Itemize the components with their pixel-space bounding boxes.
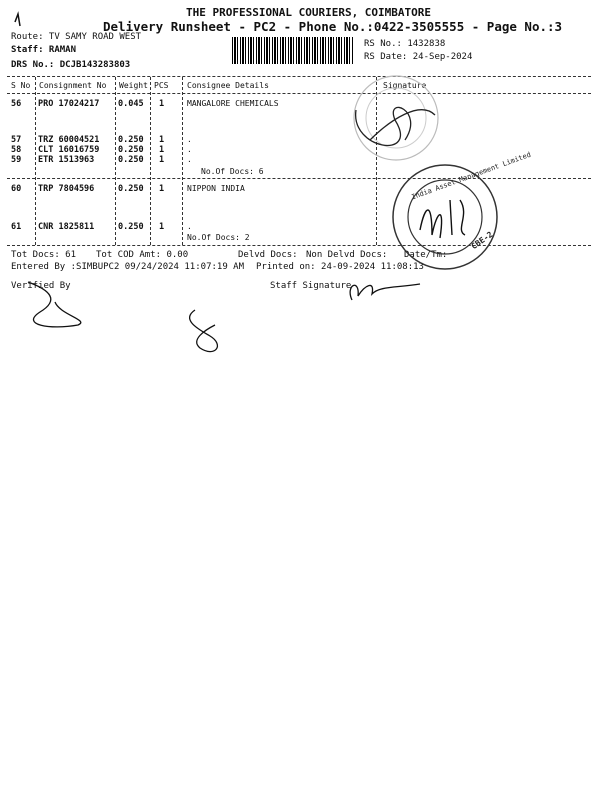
row-weight: 0.250 — [118, 145, 144, 155]
corner-mark — [15, 14, 20, 26]
stamp-inner — [366, 88, 426, 148]
col-consignment: Consignment No — [39, 81, 107, 90]
row-sno: 58 — [11, 145, 22, 155]
row-pcs: 1 — [159, 184, 165, 194]
non-delivered-docs: Non Delvd Docs: — [306, 250, 388, 260]
row-weight: 0.250 — [118, 155, 144, 165]
col-sno: S No — [11, 81, 31, 90]
row-consignee: . — [187, 145, 192, 154]
signature-2 — [420, 200, 465, 238]
docs-count: No.Of Docs: 2 — [187, 233, 250, 242]
row-consignment: CNR 1825811 — [38, 222, 95, 232]
row-consignee: MANGALORE CHEMICALS — [187, 99, 279, 108]
row-consignee: . — [187, 155, 192, 164]
row-consignment: ETR 1513963 — [38, 155, 95, 165]
row-consignment: TRZ 60004521 — [38, 135, 100, 145]
rs-date: RS Date: 24-Sep-2024 — [364, 52, 473, 62]
route-label: Route: TV SAMY ROAD WEST — [11, 32, 142, 42]
verified-signature-2 — [190, 310, 218, 352]
drs-number: DRS No.: DCJB143283803 — [11, 60, 131, 70]
row-pcs: 1 — [159, 222, 165, 232]
row-sno: 60 — [11, 184, 22, 194]
row-consignment: PRO 17024217 — [38, 99, 100, 109]
row-weight: 0.250 — [118, 135, 144, 145]
total-docs: Tot Docs: 61 — [11, 250, 77, 260]
delivered-docs: Delvd Docs: — [238, 250, 298, 260]
company-name: THE PROFESSIONAL COURIERS, COIMBATORE — [186, 6, 432, 19]
row-consignee: . — [187, 222, 192, 231]
verified-by: Verified By — [11, 281, 71, 291]
rs-number: RS No.: 1432838 — [364, 39, 446, 49]
staff-signature — [350, 284, 420, 300]
docs-count: No.Of Docs: 6 — [201, 167, 264, 176]
row-weight: 0.045 — [118, 99, 144, 109]
date-time: Date/Tm: — [404, 250, 448, 260]
col-signature: Signature — [383, 81, 427, 90]
row-consignment: TRP 7804596 — [38, 184, 95, 194]
verified-signature — [28, 282, 81, 327]
staff-label: Staff: RAMAN — [11, 45, 77, 55]
row-consignment: CLT 16016759 — [38, 145, 100, 155]
col-pcs: PCS — [154, 81, 169, 90]
printed-on: Printed on: 24-09-2024 11:08:13 — [256, 262, 424, 272]
row-consignee: NIPPON INDIA — [187, 184, 245, 193]
stamp-outline — [354, 76, 438, 160]
row-pcs: 1 — [159, 145, 165, 155]
col-weight: Weight — [119, 81, 148, 90]
stamp-text: India Asset Management Limited — [410, 150, 532, 202]
row-sno: 57 — [11, 135, 22, 145]
row-weight: 0.250 — [118, 184, 144, 194]
runsheet-title: Delivery Runsheet - PC2 - Phone No.:0422-3505555 - Page No.:3 — [103, 19, 563, 34]
row-sno: 59 — [11, 155, 22, 165]
col-consignee: Consignee Details — [187, 81, 269, 90]
row-pcs: 1 — [159, 99, 165, 109]
entered-by: Entered By :SIMBUPC2 09/24/2024 11:07:19 AM — [11, 262, 244, 272]
stamp-code: CBE-2 — [469, 229, 495, 252]
row-weight: 0.250 — [118, 222, 144, 232]
row-pcs: 1 — [159, 155, 165, 165]
row-sno: 61 — [11, 222, 22, 232]
total-cod: Tot COD Amt: 0.00 — [96, 250, 189, 260]
row-pcs: 1 — [159, 135, 165, 145]
staff-signature-label: Staff Signature — [270, 281, 352, 291]
row-consignee: . — [187, 135, 192, 144]
row-sno: 56 — [11, 99, 22, 109]
